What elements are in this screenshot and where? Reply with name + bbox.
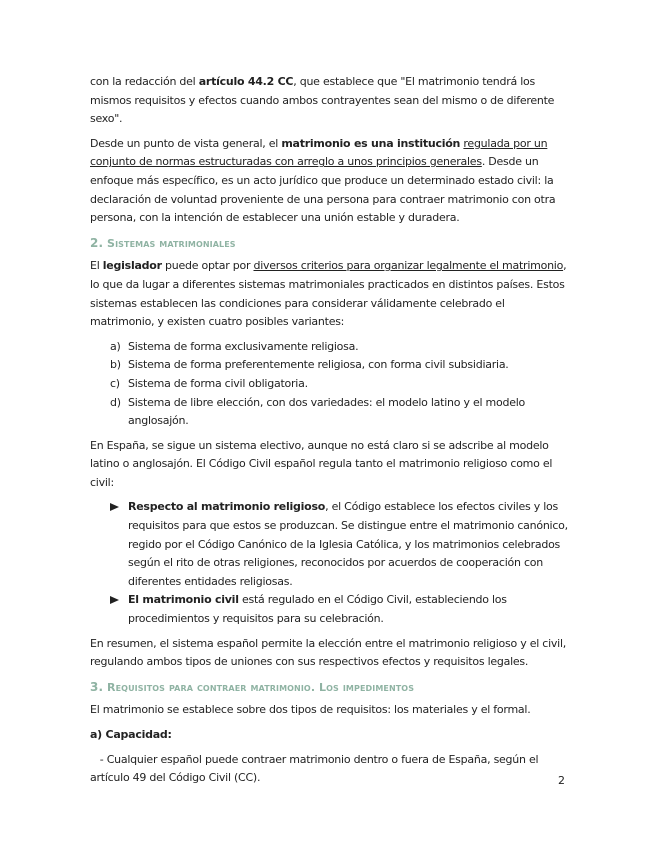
paragraph-2: Desde un punto de vista general, el matrimonio es una institución regulada por un conjunto de normas estructuradas con arreglo a unos principios generales. Desde un enfoque más específico, es un acto jurídico que produce un determinado estado civil: la declaración de voluntad proveniente de una persona para contraer matrimonio con otra persona, con la intención de establecer una unión estable y duradera. — [90, 136, 556, 225]
arrow-bullet-icon — [110, 596, 119, 604]
subheading-capacity: a) Capacidad: — [90, 728, 172, 741]
paragraph-1: con la redacción del artículo 44.2 CC, que establece que "El matrimonio tendrá los mismos requisitos y efectos cuando ambos contrayentes sean del mismo o de diferente sexo". — [90, 75, 555, 126]
list-item: b) Sistema de forma preferentemente religiosa, con forma civil subsidiaria. — [110, 358, 509, 372]
paragraph-6: El matrimonio se establece sobre dos tipos de requisitos: los materiales y el formal. — [90, 703, 531, 717]
section-heading-3: 3. Requisitos para contraer matrimonio. Los impedimentos — [90, 679, 415, 694]
bold-legislator: legislador — [102, 259, 162, 273]
page-body — [90, 73, 568, 794]
underlined-regulation: regulada por un conjunto de normas estructuradas con arreglo a unos principios generales — [90, 136, 548, 169]
page-number: 2 — [558, 774, 565, 787]
list-item: c) Sistema de forma civil obligatoria. — [110, 376, 308, 390]
bold-institution: matrimonio es una institución — [281, 136, 461, 150]
variants-list — [90, 338, 568, 431]
bold-article-ref: artículo 44.2 CC — [198, 75, 294, 88]
list-item: El matrimonio civil está regulado en el Código Civil, estableciendo los procedimientos y requisitos para su celebración. — [90, 591, 568, 628]
list-item: d) Sistema de libre elección, con dos variedades: el modelo latino y el modelo anglosajón. — [110, 395, 526, 428]
paragraph-4: En España, se sigue un sistema electivo, aunque no está claro si se adscribe al modelo latino o anglosajón. El Código Civil español regula tanto el matrimonio religioso como el civil: — [90, 438, 553, 489]
paragraph-3: El legislador puede optar por diversos criterios para organizar legalmente el matrimonio, lo que da lugar a diferentes sistemas matrimoniales practicados en distintos países. Estos sistemas establecen las condiciones para considerar válidamente celebrado el matrimonio, y existen cuatro posibles variantes: — [90, 259, 567, 329]
arrow-bullet-icon — [110, 503, 119, 511]
underlined-criteria: diversos criterios para organizar legalmente el matrimonio — [253, 259, 564, 273]
paragraph-8: - Cualquier español puede contraer matrimonio dentro o fuera de España, según el artículo 49 del Código Civil (CC). — [90, 752, 542, 785]
list-item: a) Sistema de forma exclusivamente religiosa. — [110, 339, 359, 353]
list-item: Respecto al matrimonio religioso, el Código establece los efectos civiles y los requisitos para que estos se produzcan. Se distingue entre el matrimonio canónico, regido por el Código Canónico de la Iglesia Católica, y los matrimonios celebrados según el rito de otras religiones, reconocidos por acuerdos de cooperación con diferentes entidades religiosas. — [90, 498, 568, 591]
paragraph-5: En resumen, el sistema español permite la elección entre el matrimonio religioso y el civil, regulando ambos tipos de uniones con sus respectivos efectos y requisitos legales. — [90, 636, 567, 669]
spain-system-list — [90, 498, 568, 628]
section-heading-2: 2. Sistemas matrimoniales — [90, 235, 236, 250]
